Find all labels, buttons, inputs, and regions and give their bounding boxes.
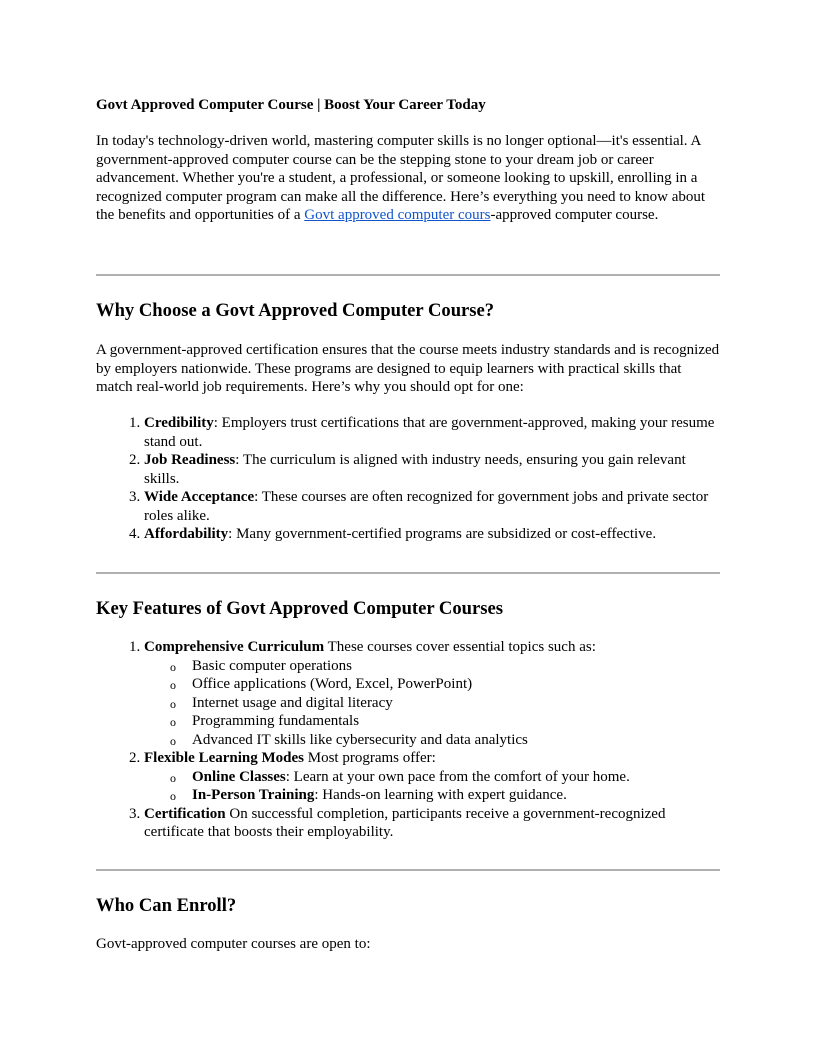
section-divider xyxy=(96,572,720,574)
term: Job Readiness xyxy=(144,452,236,468)
list-item-learning-modes xyxy=(144,749,720,805)
course-link[interactable]: Govt approved computer cours xyxy=(304,207,491,223)
enroll-paragraph: Govt-approved computer courses are open to: xyxy=(96,936,371,952)
item-text: Most programs offer: xyxy=(304,750,436,766)
list-item-job-readiness xyxy=(144,451,720,488)
document-title: Govt Approved Computer Course | Boost Your Career Today xyxy=(96,97,486,113)
curriculum-sublist xyxy=(144,657,720,750)
sub-item: o Advanced IT skills like cybersecurity and data analytics xyxy=(192,731,720,750)
item-text: On successful completion, participants receive a government-recognized certificate that boosts their employability. xyxy=(144,805,666,840)
section-divider xyxy=(96,274,720,276)
sub-item-in-person xyxy=(192,786,720,805)
heading-key-features: Key Features of Govt Approved Computer Courses xyxy=(96,598,503,619)
item-text: : Many government-certified programs are subsidized or cost-effective. xyxy=(228,526,657,542)
list-item-certification xyxy=(144,805,720,842)
list-item-curriculum xyxy=(144,638,720,749)
modes-sublist xyxy=(144,768,720,805)
term: Certification xyxy=(144,805,226,822)
term: Flexible Learning Modes xyxy=(144,750,304,766)
term: Comprehensive Curriculum xyxy=(144,639,325,655)
intro-paragraph xyxy=(96,132,720,225)
term: In-Person Training xyxy=(192,787,315,803)
why-paragraph: A government-approved certification ensures that the course meets industry standards and is recognized by employers nationwide. These programs are designed to equip learners with practical skills that match real-world job requirements. Here’s why you should opt for one: xyxy=(96,342,720,395)
sub-item-online xyxy=(192,768,720,787)
item-text: : The curriculum is aligned with industry needs, ensuring you gain relevant skills. xyxy=(144,452,686,487)
term: Online Classes xyxy=(192,768,286,785)
heading-who-can-enroll: Who Can Enroll? xyxy=(96,895,237,916)
item-text: : Learn at your own pace from the comfort of your home. xyxy=(285,768,630,785)
term: Credibility xyxy=(144,415,214,431)
item-text: These courses cover essential topics such as: xyxy=(324,639,596,655)
sub-item: o Internet usage and digital literacy xyxy=(192,694,720,713)
heading-why-choose: Why Choose a Govt Approved Computer Course? xyxy=(96,300,495,321)
list-item-credibility xyxy=(144,414,720,451)
sub-item: o Office applications (Word, Excel, PowerPoint) xyxy=(192,675,720,694)
item-text: : These courses are often recognized for government jobs and private sector roles alike. xyxy=(144,489,709,524)
item-text: : Hands-on learning with expert guidance. xyxy=(314,787,567,803)
intro-text-end: -approved computer course. xyxy=(490,207,659,223)
term: Affordability xyxy=(144,526,229,542)
term: Wide Acceptance xyxy=(144,489,255,505)
sub-item: o Programming fundamentals xyxy=(192,712,720,731)
sub-item: o Basic computer operations xyxy=(192,657,720,676)
section-divider xyxy=(96,869,720,871)
why-list xyxy=(96,414,720,544)
list-item-affordability xyxy=(144,525,720,544)
intro-text: In today's technology-driven world, mastering computer skills is no longer optional—it's essential. A government-approved computer course can be the stepping stone to your dream job or career advancement. Whether you're a student, a professional, or someone looking to upskill, enrolling in a recognized computer program can make all the difference. Here’s everything you need to know about the benefits and opportunities of a xyxy=(96,133,706,223)
item-text: : Employers trust certifications that are government-approved, making your resume stand out. xyxy=(144,415,715,450)
list-item-wide-acceptance xyxy=(144,488,720,525)
features-list xyxy=(96,638,720,842)
